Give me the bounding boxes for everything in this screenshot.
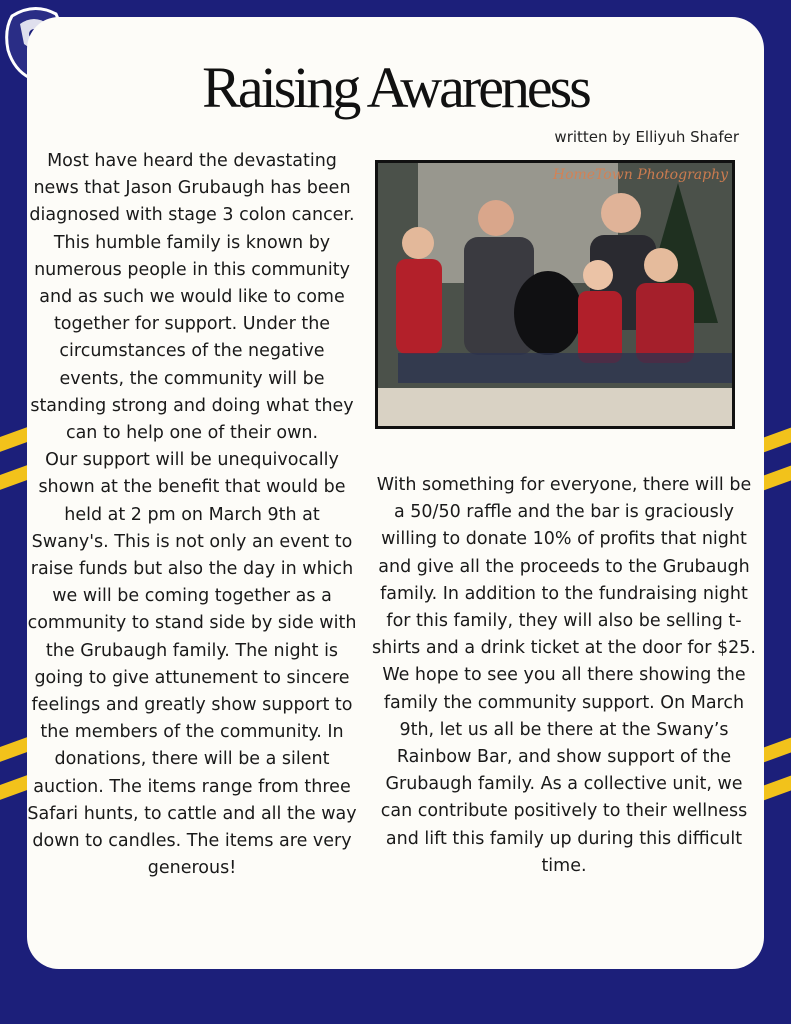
article-right-column bbox=[369, 472, 759, 880]
article-paragraph: With something for everyone, there will be a 50/50 raffle and the bar is graciously willing to donate 10% of profits that night and give all the proceeds to the Grubaugh family. In addition to the fundraising night for this family, they will also be selling t-shirts and a drink ticket at the door for $25. We hope to see you all there showing the family the community support. On March 9th, let us all be there at the Swany’s Rainbow Bar, and show support of the Grubaugh family. As a collective unit, we can contribute positively to their wellness and lift this family up during this difficult time. bbox=[372, 475, 756, 876]
article-paragraph: Most have heard the devastating news that Jason Grubaugh has been diagnosed with stage 3 colon cancer. This humble family is known by numerous people in this community and as such we would like to come together for support. Under the circumstances of the negative events, the community will be standing strong and doing what they can to help one of their own. bbox=[29, 151, 355, 444]
article-card bbox=[27, 17, 764, 969]
photo-watermark: HomeTown Photography bbox=[552, 167, 728, 183]
article-left-column bbox=[27, 148, 359, 882]
byline: written by Elliyuh Shafer bbox=[554, 128, 739, 146]
family-photo-icon bbox=[378, 163, 732, 426]
article-paragraph: Our support will be unequivocally shown at the benefit that would be held at 2 pm on March 9th at Swany's. This is not only an event to raise funds but also the day in which we will be coming together as a community to stand side by side with the Grubaugh family. The night is going to give attunement to sincere feelings and greatly show support to the members of the community. In donations, there will be a silent auction. The items range from three Safari hunts, to cattle and all the way down to candles. The items are very generous! bbox=[27, 450, 357, 879]
family-photo bbox=[375, 160, 735, 429]
page-title: Raising Awareness bbox=[202, 55, 589, 120]
